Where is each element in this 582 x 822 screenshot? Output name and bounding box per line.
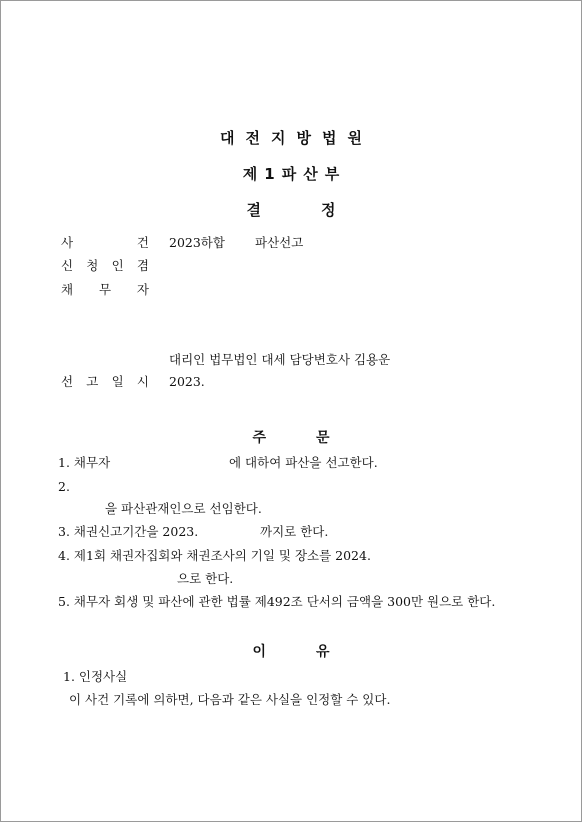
debtor-label xyxy=(61,282,151,298)
order-3-text-a: 채권신고기간을 2023. xyxy=(73,524,199,539)
order-item-3 xyxy=(58,524,198,540)
order-2-text-b: 을 파산관재인으로 선임한다. xyxy=(105,501,262,516)
declaration-label xyxy=(61,374,151,390)
document-type: 결정 xyxy=(246,201,396,219)
order-2-num: 2. xyxy=(58,479,70,494)
court-name: 대전지방법원 xyxy=(220,129,373,147)
order-3-text-b: 까지로 한다. xyxy=(260,524,329,539)
case-label xyxy=(61,235,151,251)
order-5-num: 5. xyxy=(58,594,70,609)
applicant-label xyxy=(61,258,151,274)
representative: 대리인 법무법인 대세 담당변호사 김용운 xyxy=(169,352,391,367)
order-3-num: 3. xyxy=(58,524,70,539)
case-title: 파산선고 xyxy=(255,235,304,250)
order-1-text-b: 에 대하여 파산을 선고한다. xyxy=(229,455,378,470)
case-number: 2023하합 xyxy=(169,235,225,250)
department-name: 제1파산부 xyxy=(242,165,347,183)
case-label-text: 사 건 xyxy=(61,235,149,250)
reason-heading: 이유 xyxy=(252,644,380,660)
order-item-1 xyxy=(58,455,110,471)
order-1-num: 1. xyxy=(58,455,70,470)
order-item-4 xyxy=(58,548,371,564)
order-4-num: 4. xyxy=(58,548,70,563)
declaration-label-text: 선 고 일 시 xyxy=(61,374,149,389)
reason-section-1-text: 이 사건 기록에 의하면, 다음과 같은 사실을 인정할 수 있다. xyxy=(69,692,391,707)
order-item-5 xyxy=(58,594,495,610)
applicant-label-text: 신 청 인 겸 xyxy=(61,258,149,273)
reason-section-1: 1. 인정사실 xyxy=(63,669,128,684)
order-5-text-a: 채무자 회생 및 파산에 관한 법률 제492조 단서의 금액을 300만 원으로 한다. xyxy=(73,594,496,609)
declaration-date: 2023. xyxy=(169,374,205,389)
debtor-label-text: 채 무 자 xyxy=(61,282,149,297)
order-4-text-b: 으로 한다. xyxy=(177,571,234,586)
order-heading: 주문 xyxy=(252,430,380,446)
order-4-text-a: 제1회 채권자집회와 채권조사의 기일 및 장소를 2024. xyxy=(73,548,371,563)
order-1-text-a: 채무자 xyxy=(73,455,111,470)
